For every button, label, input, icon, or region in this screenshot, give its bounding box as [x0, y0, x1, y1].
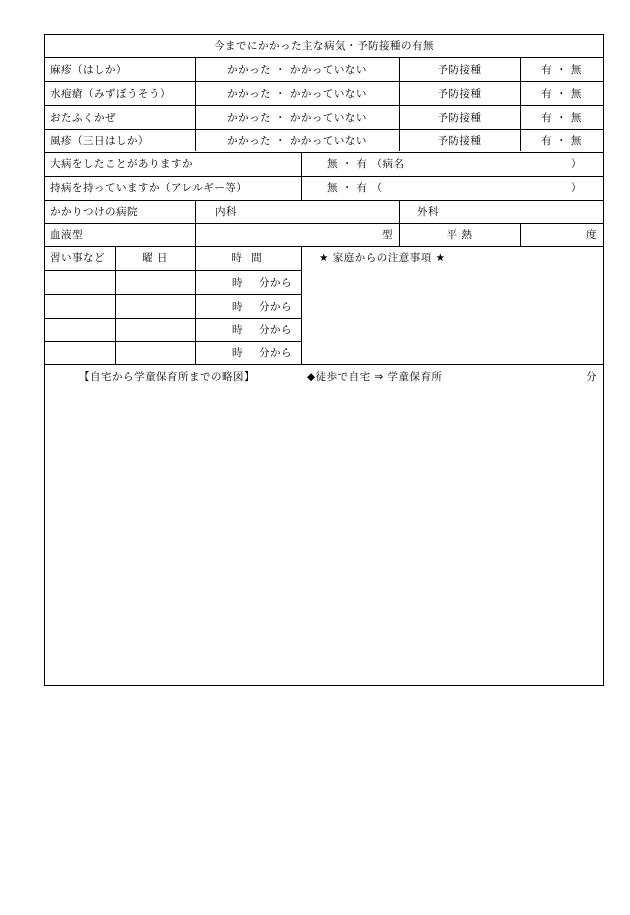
- vaccine-label: 予防接種: [437, 135, 482, 147]
- lesson-minute: 分から: [259, 277, 292, 289]
- row-divider: [45, 200, 603, 201]
- clinic-internal: 内科: [215, 206, 237, 218]
- lesson-hour: 時: [232, 301, 243, 313]
- lessons-label: 習い事など: [50, 252, 105, 264]
- vaccine-choice: 有 ・ 無: [541, 64, 582, 76]
- normal-temp-unit: 度: [586, 229, 597, 241]
- map-title: 【自宅から学童保育所までの略図】: [79, 371, 255, 383]
- clinic-surgery: 外科: [417, 206, 439, 218]
- column-divider: [520, 223, 521, 246]
- column-divider: [301, 152, 302, 200]
- lesson-minute: 分から: [259, 347, 292, 359]
- row-divider: [45, 152, 603, 153]
- column-divider: [301, 246, 302, 364]
- vaccine-choice: 有 ・ 無: [541, 135, 582, 147]
- major-illness-close: ）: [571, 158, 582, 170]
- weekday-header: 曜 日: [142, 252, 168, 264]
- row-divider: [45, 364, 603, 365]
- column-divider: [195, 200, 196, 246]
- lesson-minute: 分から: [259, 301, 292, 313]
- disease-name: おたふくかぜ: [50, 112, 116, 124]
- disease-name: 麻疹（はしか）: [50, 64, 127, 76]
- map-minutes-unit: 分: [586, 371, 597, 383]
- vaccine-label: 予防接種: [437, 88, 482, 100]
- lesson-hour: 時: [232, 324, 243, 336]
- form-title: 今までにかかった主な病気・予防接種の有無: [214, 40, 434, 52]
- disease-status: かかった ・ かかっていない: [227, 64, 367, 76]
- notes-title: ★ 家庭からの注意事項 ★: [319, 252, 446, 264]
- major-illness-answer: 無 ・ 有 （病名: [327, 158, 405, 170]
- chronic-close: ）: [571, 182, 582, 194]
- lesson-hour: 時: [232, 347, 243, 359]
- blood-type-suffix: 型: [382, 229, 393, 241]
- row-divider: [45, 176, 603, 177]
- time-header: 時 間: [231, 252, 265, 264]
- row-divider: [45, 294, 301, 295]
- vaccine-choice: 有 ・ 無: [541, 88, 582, 100]
- clinic-label: かかりつけの病院: [50, 206, 138, 218]
- disease-name: 風疹（三日はしか）: [50, 135, 149, 147]
- blood-label: 血液型: [50, 229, 83, 241]
- chronic-question: 持病を持っていますか（アレルギー等）: [50, 182, 248, 194]
- disease-status: かかった ・ かかっていない: [227, 88, 367, 100]
- chronic-answer: 無 ・ 有 （: [327, 182, 383, 194]
- row-divider: [45, 341, 301, 342]
- vaccine-choice: 有 ・ 無: [541, 112, 582, 124]
- major-illness-question: 大病をしたことがありますか: [50, 158, 193, 170]
- normal-temp-label: 平 熱: [446, 229, 473, 241]
- disease-name: 水疱瘡（みずぼうそう）: [50, 88, 171, 100]
- row-divider: [45, 246, 603, 247]
- health-form: [44, 34, 604, 686]
- map-route: ◆徒歩で自宅 ⇒ 学童保育所: [307, 371, 443, 383]
- disease-status: かかった ・ かかっていない: [227, 135, 367, 147]
- lesson-hour: 時: [232, 277, 243, 289]
- vaccine-label: 予防接種: [437, 112, 482, 124]
- row-divider: [45, 270, 301, 271]
- disease-status: かかった ・ かかっていない: [227, 112, 367, 124]
- lesson-minute: 分から: [259, 324, 292, 336]
- vaccine-label: 予防接種: [437, 64, 482, 76]
- row-divider: [45, 318, 301, 319]
